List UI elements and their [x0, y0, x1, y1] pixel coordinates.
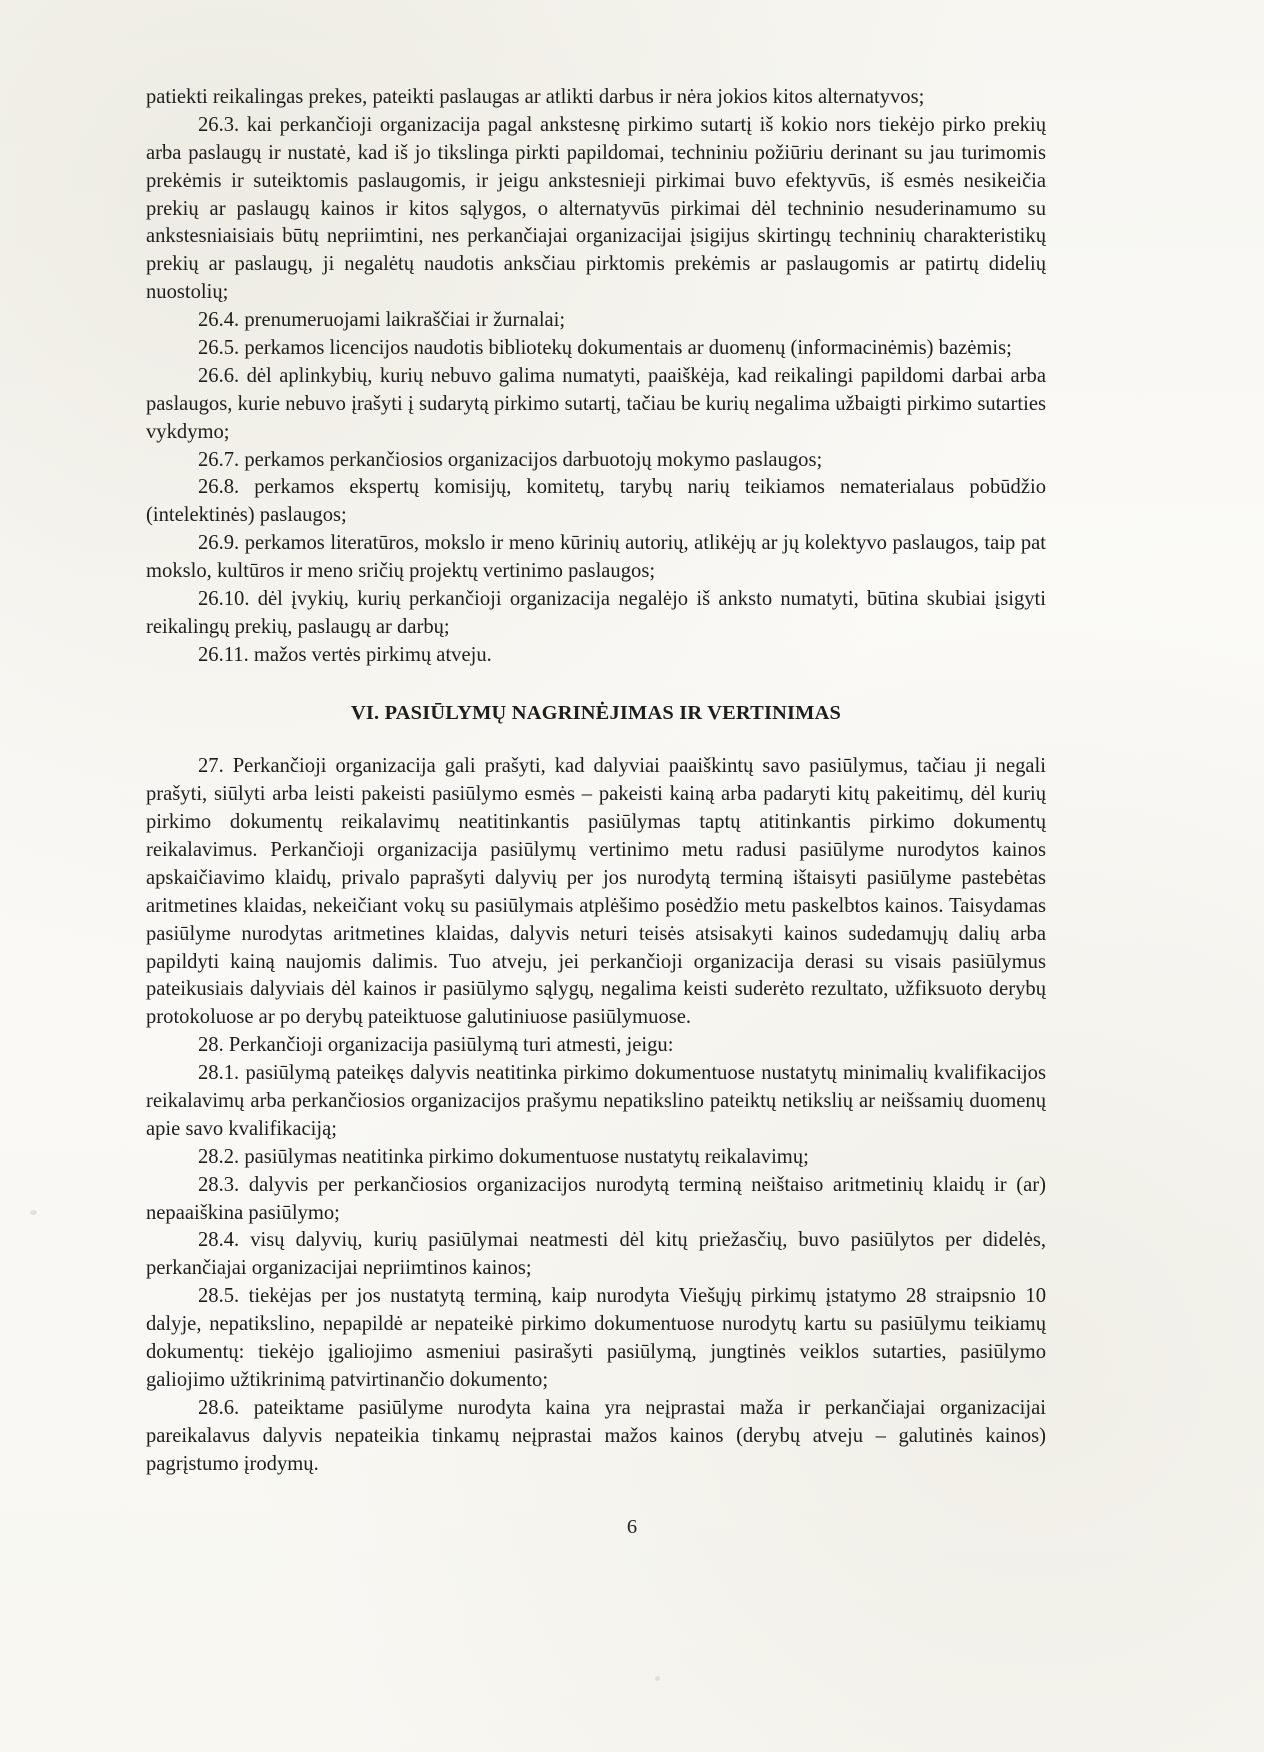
paragraph-26-5: 26.5. perkamos licencijos naudotis bibliotekų dokumentais ar duomenų (informacinėmis) bazėmis; — [198, 337, 1012, 360]
paragraph-26-6: 26.6. dėl aplinkybių, kurių nebuvo galima numatyti, paaiškėja, kad reikalingi papildomi darbai arba paslaugos, kurie nebuvo įrašyti į sudarytą pirkimo sutartį, tačiau be kurių negalima užbaigti pirkimo sutarties vykdymo; — [146, 364, 1046, 443]
paragraph-28-3: 28.3. dalyvis per perkančiosios organizacijos nurodytą terminą neištaiso aritmetinių klaidų ir (ar) nepaaiškina pasiūlymo; — [146, 1173, 1046, 1224]
paragraph-26-11: 26.11. mažos vertės pirkimų atveju. — [198, 643, 492, 666]
paragraph-intro: patiekti reikalingas prekes, pateikti paslaugas ar atlikti darbus ir nėra jokios kitos alternatyvos; — [146, 86, 925, 108]
paragraph-27: 27. Perkančioji organizacija gali prašyti, kad dalyviai paaiškintų savo pasiūlymus, tačiau ji negali prašyti, siūlyti arba leisti pakeisti pasiūlymo esmės – pakeisti kainą arba padaryti kitų pakeitimų, dėl kurių pirkimo dokumentų reikalavimų neatitinkantis pasiūlymas taptų atitinkantis pirkimo dokumentų reikalavimus. Perkančioji organizacija pasiūlymų vertinimo metu radusi pasiūlyme nurodytos kainos apskaičiavimo klaidų, privalo paprašyti dalyvių per jos nurodytą terminą ištaisyti pasiūlyme pastebėtas aritmetines klaidas, nekeičiant vokų su pasiūlymais atplėšimo posėdžio metu paskelbtos kainos. Taisydamas pasiūlyme nurodytas aritmetines klaidas, dalyvis neturi teisės atsisakyti kainos sudedamųjų dalių arba papildyti kainą naujomis dalimis. Tuo atveju, jei perkančioji organizacija derasi su visais pasiūlymus pateikusiais dalyviais dėl kainos ir pasiūlymo sąlygų, negalima keisti suderėto rezultato, užfiksuoto derybų protokoluose ar po derybų pateiktuose galutiniuose pasiūlymuose. — [146, 755, 1046, 1029]
paragraph-28-2: 28.2. pasiūlymas neatitinka pirkimo dokumentuose nustatytų reikalavimų; — [198, 1145, 809, 1168]
paragraph-28-5: 28.5. tiekėjas per jos nustatytą terminą, kaip nurodyta Viešųjų pirkimų įstatymo 28 straipsnio 10 dalyje, nepatikslino, nepapildė ar nepateikė pirkimo dokumentuose nurodytų kartu su pasiūlymu teikiamų dokumentų: tiekėjo įgaliojimo asmeniui pasirašyti pasiūlymą, jungtinės veiklos sutarties, pasiūlymo galiojimo užtikrinimą patvirtinančio dokumento; — [146, 1285, 1046, 1391]
paragraph-28-6: 28.6. pateiktame pasiūlyme nurodyta kaina yra neįprastai maža ir perkančiajai organizacijai pareikalavus dalyvis nepateikia tinkamų neįprastai mažos kainos (derybų atveju – galutinės kainos) pagrįstumo įrodymų. — [146, 1396, 1046, 1475]
document-body — [146, 84, 1046, 1479]
paragraph-28-1: 28.1. pasiūlymą pateikęs dalyvis neatitinka pirkimo dokumentuose nustatytų minimalių kvalifikacijos reikalavimų arba perkančiosios organizacijos prašymu nepatikslino pateiktų netikslių ar neišsamių duomenų apie savo kvalifikaciją; — [146, 1062, 1046, 1140]
paragraph-28: 28. Perkančioji organizacija pasiūlymą turi atmesti, jeigu: — [198, 1034, 674, 1057]
paragraph-26-8: 26.8. perkamos ekspertų komisijų, komitetų, tarybų narių teikiamos nematerialaus pobūdžio (intelektinės) paslaugos; — [146, 476, 1046, 527]
section-heading: VI. PASIŪLYMŲ NAGRINĖJIMAS IR VERTINIMAS — [350, 701, 842, 724]
page-number: 6 — [626, 1516, 638, 1538]
paragraph-28-4: 28.4. visų dalyvių, kurių pasiūlymai neatmesti dėl kitų priežasčių, buvo pasiūlytos per didelės, perkančiajai organizacijai nepriimtinos kainos; — [146, 1229, 1046, 1280]
paragraph-26-4: 26.4. prenumeruojami laikraščiai ir žurnalai; — [198, 309, 566, 332]
paper-speck — [655, 1676, 660, 1681]
paragraph-26-10: 26.10. dėl įvykių, kurių perkančioji organizacija negalėjo iš anksto numatyti, būtina skubiai įsigyti reikalingų prekių, paslaugų ar darbų; — [146, 588, 1046, 638]
paragraph-26-7: 26.7. perkamos perkančiosios organizacijos darbuotojų mokymo paslaugos; — [198, 448, 823, 471]
paper-speck — [30, 1210, 37, 1215]
paragraph-26-3: 26.3. kai perkančioji organizacija pagal ankstesnę pirkimo sutartį iš kokio nors tiekėjo pirko prekių arba paslaugų ir nustatė, kad iš jo tikslinga pirkti papildomai, techniniu požiūriu derinant su jau turimomis prekėmis ir suteiktomis paslaugomis, ir jeigu ankstesnieji pirkimai buvo efektyvūs, iš esmės nesikeičia prekių ar paslaugų kainos ir kitos sąlygos, o alternatyvūs pirkimai dėl techninio nesuderinamumo su ankstesniaisiais būtų nepriimtini, nes perkančiajai organizacijai įsigijus skirtingų techninių charakteristikų prekių ar paslaugų, ji negalėtų naudotis anksčiau pirktomis prekėmis ar paslaugomis ar patirtų didelių nuostolių; — [146, 113, 1046, 304]
paragraph-26-9: 26.9. perkamos literatūros, mokslo ir meno kūrinių autorių, atlikėjų ar jų kolektyvo paslaugos, taip pat mokslo, kultūros ir meno sričių projektų vertinimo paslaugos; — [146, 532, 1046, 583]
